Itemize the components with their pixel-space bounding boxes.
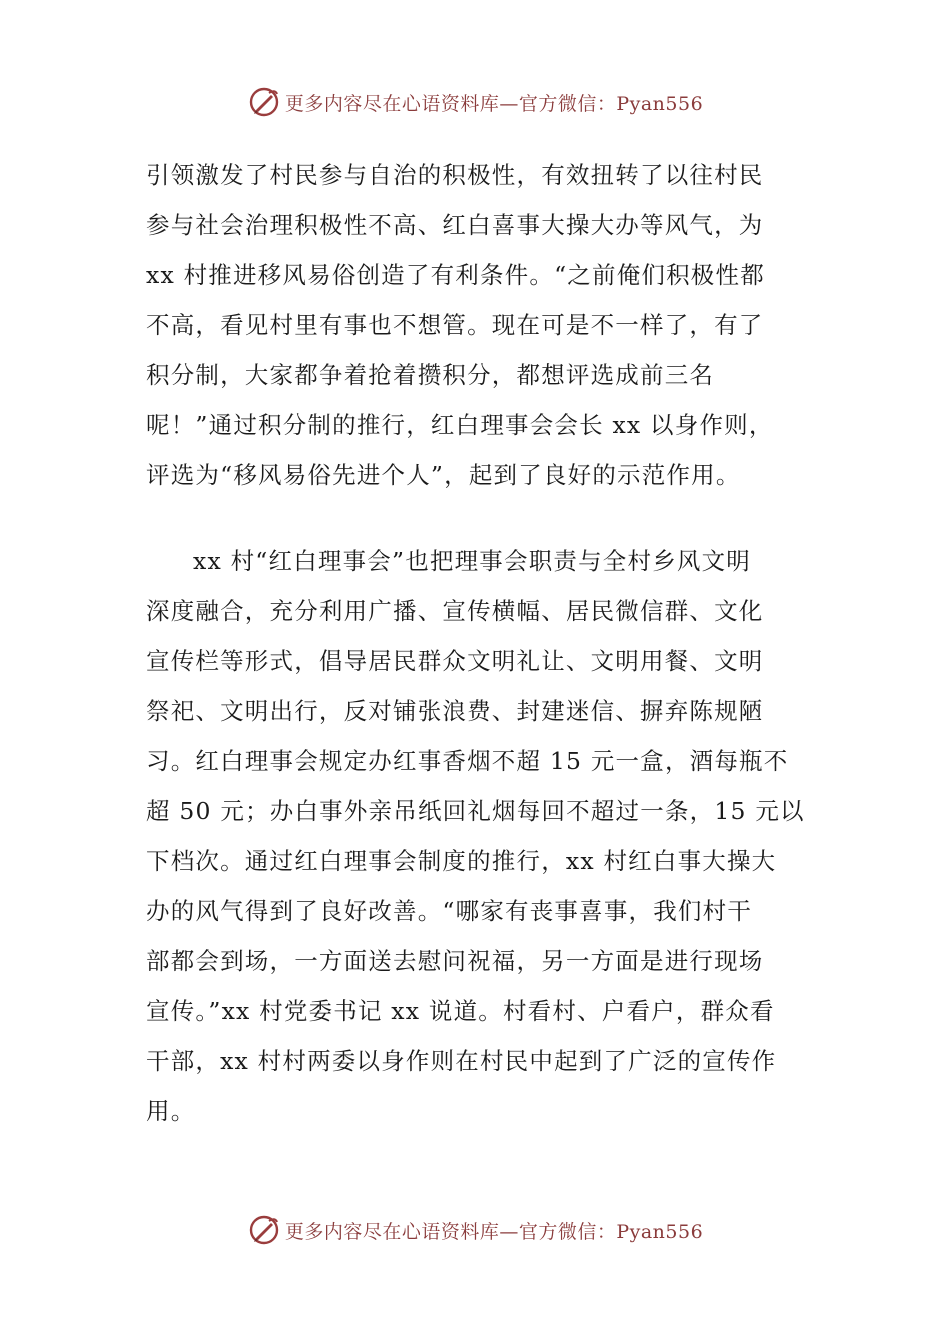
text-line: 深度融合，充分利用广播、宣传横幅、居民微信群、文化: [146, 597, 764, 625]
document-body: [146, 150, 806, 1136]
text-line: 评选为“移风易俗先进个人”，起到了良好的示范作用。: [146, 461, 741, 489]
footer-banner-text: 更多内容尽在心语资料库—官方微信：Pyan556: [284, 1220, 704, 1243]
header-banner-text: 更多内容尽在心语资料库—官方微信：Pyan556: [284, 92, 704, 115]
text-line: xx 村“红白理事会”也把理事会职责与全村乡风文明: [193, 547, 752, 575]
header-banner: [0, 82, 950, 122]
text-line: 宣传栏等形式，倡导居民群众文明礼让、文明用餐、文明: [146, 647, 764, 675]
text-line: xx 村推进移风易俗创造了有利条件。“之前俺们积极性都: [146, 261, 765, 289]
pen-logo-icon: [247, 1213, 281, 1247]
text-line: 下档次。通过红白理事会制度的推行，xx 村红白事大操大: [146, 847, 777, 875]
paragraph-1: [146, 150, 806, 500]
text-line: 祭祀、文明出行，反对铺张浪费、封建迷信、摒弃陈规陋: [146, 697, 764, 725]
text-line: 积分制，大家都争着抢着攒积分，都想评选成前三名: [146, 361, 715, 389]
pen-logo-icon: [247, 85, 281, 119]
text-line: 不高，看见村里有事也不想管。现在可是不一样了，有了: [146, 311, 764, 339]
text-line: 呢！”通过积分制的推行，红白理事会会长 xx 以身作则，: [146, 411, 774, 439]
text-line: 宣传。”xx 村党委书记 xx 说道。村看村、户看户，群众看: [146, 997, 775, 1025]
text-line: 超 50 元；办白事外亲吊纸回礼烟每回不超过一条，15 元以: [146, 797, 805, 825]
text-line: 习。红白理事会规定办红事香烟不超 15 元一盒，酒每瓶不: [146, 747, 789, 775]
paragraph-2: [146, 536, 806, 1136]
text-line: 办的风气得到了良好改善。“哪家有丧事喜事，我们村干: [146, 897, 753, 925]
text-line: 用。: [146, 1097, 196, 1125]
text-line: 部都会到场，一方面送去慰问祝福，另一方面是进行现场: [146, 947, 764, 975]
footer-banner: [0, 1210, 950, 1250]
text-line: 干部，xx 村村两委以身作则在村民中起到了广泛的宣传作: [146, 1047, 777, 1075]
text-line: 引领激发了村民参与自治的积极性，有效扭转了以往村民: [146, 161, 764, 189]
text-line: 参与社会治理积极性不高、红白喜事大操大办等风气，为: [146, 211, 764, 239]
